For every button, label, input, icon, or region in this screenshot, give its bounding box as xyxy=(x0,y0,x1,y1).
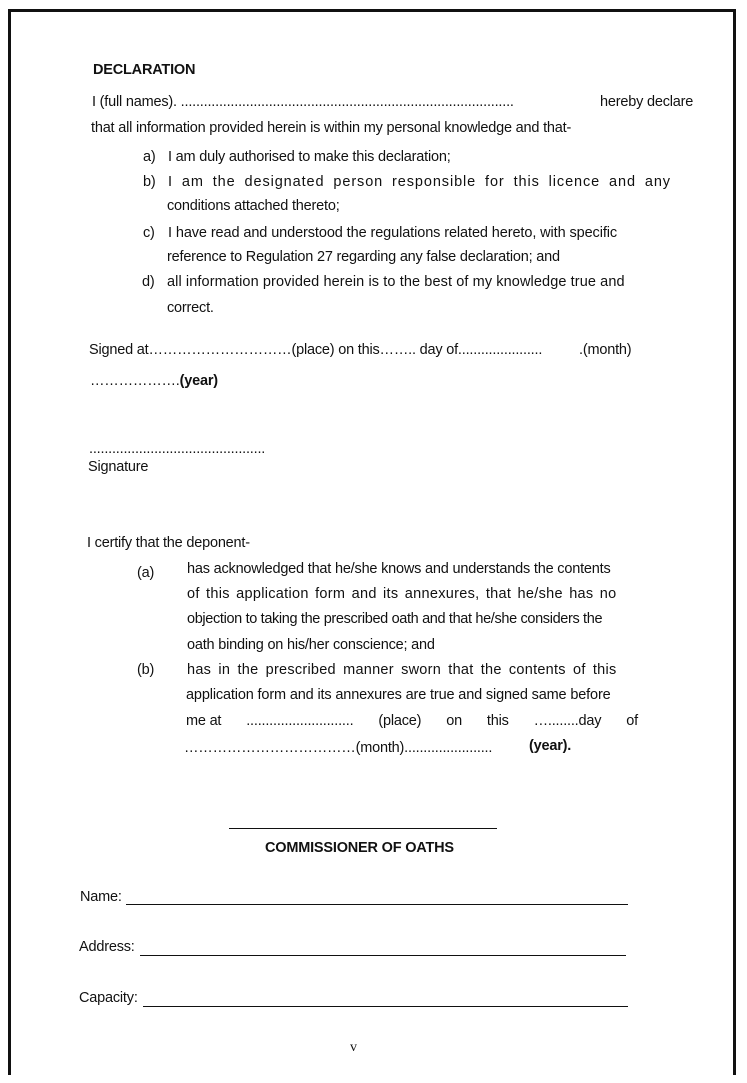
me-at-text: me at xyxy=(186,713,222,729)
year-label-bold: (year). xyxy=(529,738,572,754)
cert-marker-b: (b) xyxy=(137,662,155,678)
page-number: v xyxy=(350,1040,357,1055)
commissioner-signature-line[interactable] xyxy=(229,828,497,829)
year-dots: ………………. xyxy=(90,373,180,389)
place-field[interactable]: ............................ xyxy=(246,713,354,729)
item-b-text-2: conditions attached thereto; xyxy=(167,198,340,214)
address-label: Address: xyxy=(79,939,135,955)
cert-marker-a: (a) xyxy=(137,565,155,581)
day-field[interactable]: …........day xyxy=(533,713,602,729)
item-a-text: I am duly authorised to make this declaration; xyxy=(168,149,451,165)
address-field[interactable] xyxy=(140,955,626,956)
commissioner-title: COMMISSIONER OF OATHS xyxy=(265,840,454,856)
name-field[interactable] xyxy=(126,904,628,905)
place-label: (place) xyxy=(378,713,422,729)
of-text: of xyxy=(626,713,638,729)
year-field[interactable] xyxy=(90,373,218,389)
item-marker: d) xyxy=(142,274,155,290)
item-b-line1 xyxy=(168,174,671,190)
item-d-text-2: correct. xyxy=(167,300,214,316)
year-label: (year) xyxy=(179,373,218,389)
item-b-text: I am the designated person responsible for this licence and any xyxy=(168,174,671,190)
item-d-text: all information provided herein is to the best of my knowledge true and xyxy=(167,274,625,290)
item-marker: a) xyxy=(143,149,156,165)
cert-a-line4: oath binding on his/her conscience; and xyxy=(187,637,435,653)
cert-b-line2: application form and its annexures are true and signed same before xyxy=(186,687,611,703)
certify-intro: I certify that the deponent- xyxy=(87,535,250,551)
cert-a-line3: objection to taking the prescribed oath and that he/she considers the xyxy=(187,611,603,627)
name-label: Name: xyxy=(80,889,122,905)
declaration-heading: DECLARATION xyxy=(93,62,196,78)
signature-line[interactable]: .............................................. xyxy=(89,441,266,457)
capacity-label: Capacity: xyxy=(79,990,138,1006)
full-names-field[interactable]: I (full names). ....................................................................................... xyxy=(92,94,514,110)
month-field[interactable]: ………………………………(month)....................... xyxy=(184,740,493,756)
cert-b-line3 xyxy=(186,713,638,729)
capacity-field[interactable] xyxy=(143,1006,628,1007)
month-label: .(month) xyxy=(579,342,632,358)
item-marker: c) xyxy=(143,225,155,241)
item-c-text: I have read and understood the regulations related hereto, with specific xyxy=(168,225,618,241)
item-marker: b) xyxy=(143,174,156,190)
declaration-intro: that all information provided herein is within my personal knowledge and that- xyxy=(91,120,572,136)
cert-a-line2: of this application form and its annexures, that he/she has no xyxy=(187,586,617,602)
this-text: this xyxy=(486,713,509,729)
signature-label: Signature xyxy=(88,459,149,475)
cert-a-line1: has acknowledged that he/she knows and understands the contents xyxy=(187,561,611,577)
cert-b-line1: has in the prescribed manner sworn that the contents of this xyxy=(187,662,617,678)
hereby-declare-text: hereby declare xyxy=(600,94,694,110)
on-text: on xyxy=(446,713,462,729)
signed-at-field[interactable]: Signed at…………………………(place) on this…….. day of...................... xyxy=(89,342,543,358)
item-c-text-2: reference to Regulation 27 regarding any false declaration; and xyxy=(167,249,560,265)
